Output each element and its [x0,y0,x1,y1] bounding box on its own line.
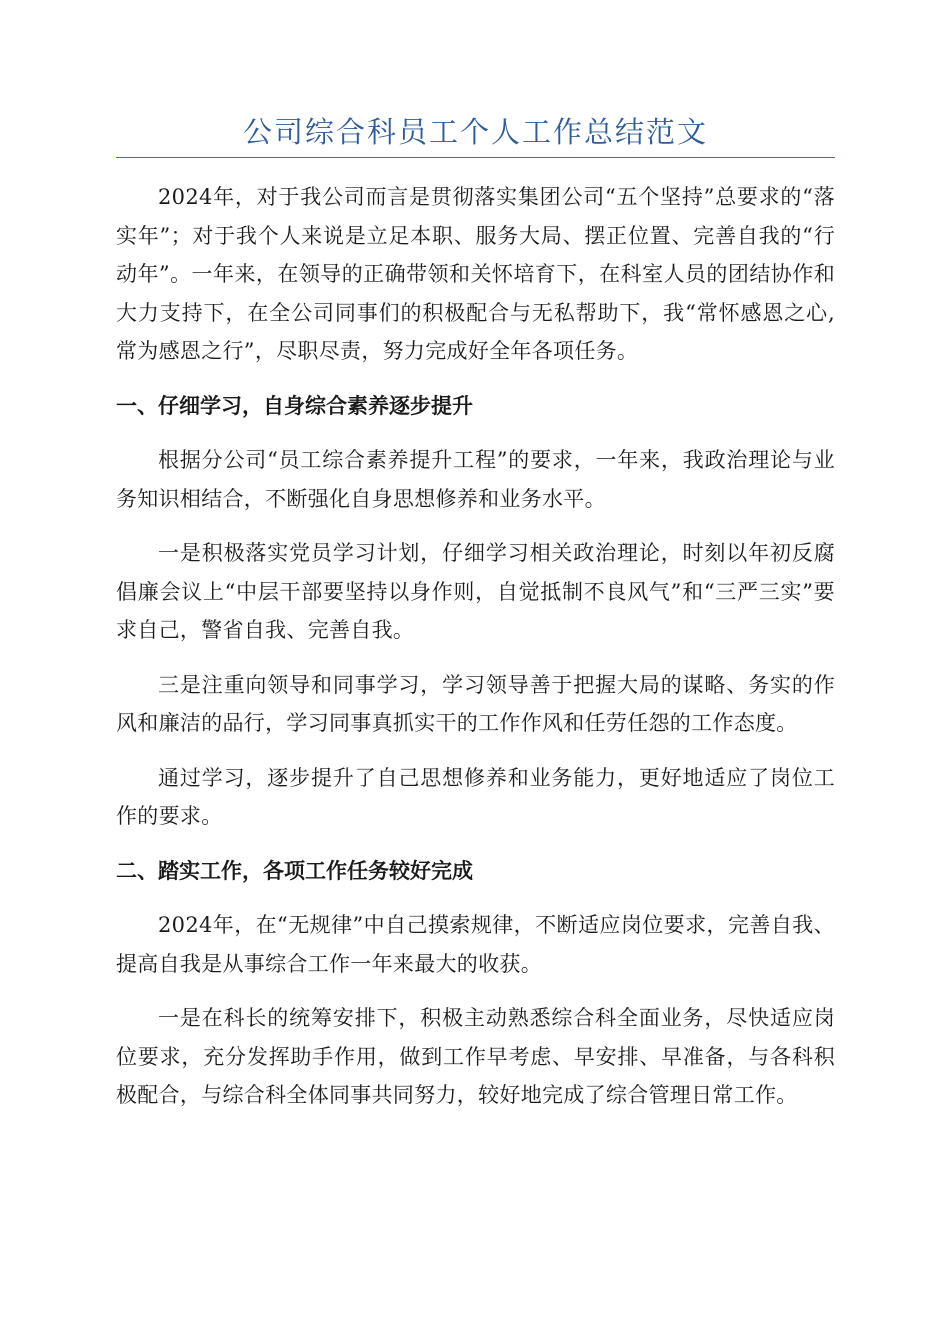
document-title: 公司综合科员工个人工作总结范文 [116,110,835,158]
section-1-paragraph-3: 三是注重向领导和同事学习，学习领导善于把握大局的谋略、务实的作风和廉洁的品行，学习同事真抓实干的工作作风和任劳任怨的工作态度。 [116,672,835,735]
intro-paragraph: 2024年，对于我公司而言是贯彻落实集团公司“五个坚持”总要求的“落实年”；对于我个人来说是立足本职、服务大局、摆正位置、完善自我的“行动年”。一年来，在领导的正确带领和关怀培育下，在科室人员的团结协作和大力支持下，在全公司同事们的积极配合与无私帮助下，我“常怀感恩之心,常为感恩之行”，尽职尽责，努力完成好全年各项任务。 [116,185,835,363]
paragraph-spacer [116,425,835,441]
section-1-heading: 一、仔细学习，自身综合素养逐步提升 [116,393,473,418]
section-1-paragraph-1: 根据分公司“员工综合素养提升工程”的要求，一年来，我政治理论与业务知识相结合，不断强化自身思想修养和业务水平。 [116,448,835,511]
paragraph-spacer [116,518,835,534]
section-1-paragraph-2: 一是积极落实党员学习计划，仔细学习相关政治理论，时刻以年初反腐倡廉会议上“中层干部要坚持以身作则，自觉抵制不良风气”和“三严三实”要求自己，警省自我、完善自我。 [116,541,835,642]
paragraph-spacer [116,836,835,852]
title-spacer [116,158,835,178]
paragraph-spacer [116,983,835,999]
document-page [116,110,835,1115]
paragraph-spacer [116,890,835,906]
section-2-paragraph-2: 一是在科长的统筹安排下，积极主动熟悉综合科全面业务，尽快适应岗位要求，充分发挥助手作用，做到工作早考虑、早安排、早准备，与各科积极配合，与综合科全体同事共同努力，较好地完成了综合管理日常工作。 [116,1006,835,1107]
paragraph-spacer [116,743,835,759]
section-1-paragraph-4: 通过学习，逐步提升了自己思想修养和业务能力，更好地适应了岗位工作的要求。 [116,765,835,828]
paragraph-spacer [116,371,835,387]
paragraph-spacer [116,650,835,666]
section-2-paragraph-1: 2024年，在“无规律”中自己摸索规律，不断适应岗位要求，完善自我、提高自我是从事综合工作一年来最大的收获。 [116,913,835,976]
section-2-heading: 二、踏实工作，各项工作任务较好完成 [116,858,473,883]
